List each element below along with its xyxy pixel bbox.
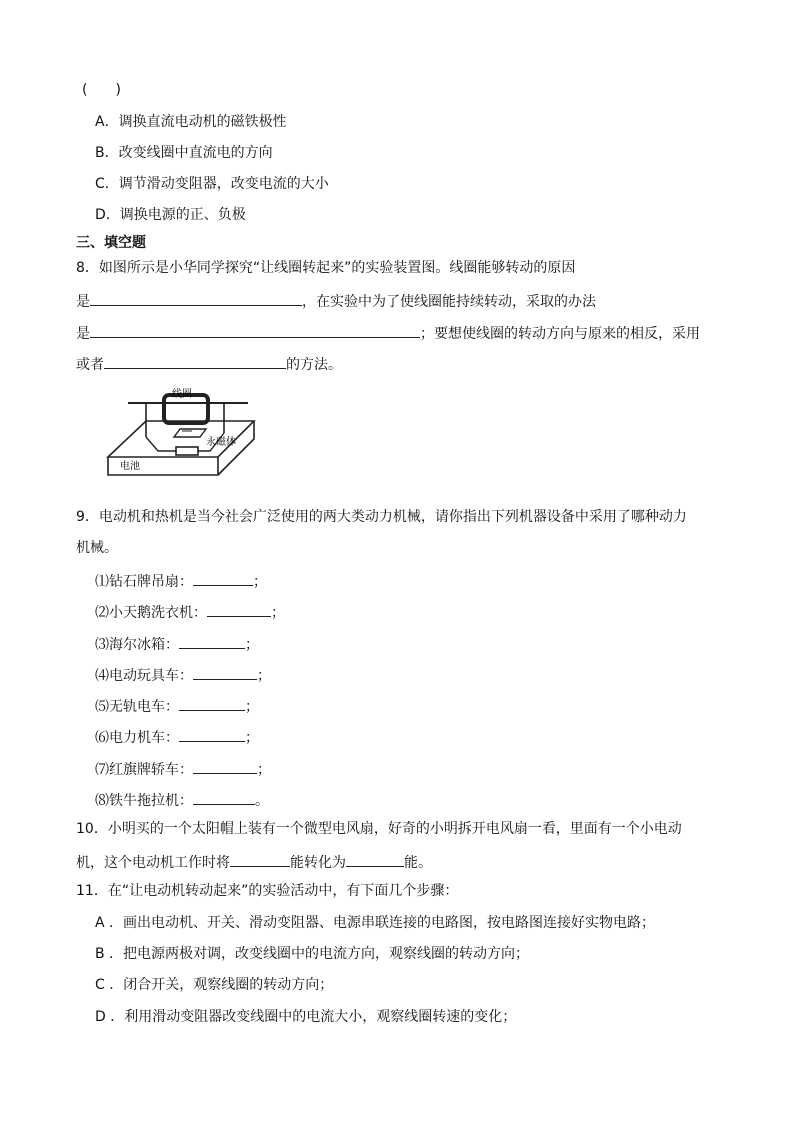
q10-blank-from[interactable] (230, 850, 290, 867)
q9-item-end: ； (245, 730, 259, 746)
q7-option-a: A．调换直流电动机的磁铁极性 (95, 114, 287, 130)
q9-item (95, 725, 259, 748)
q9-item-blank[interactable] (179, 725, 245, 742)
q9-item-end: ； (257, 668, 271, 684)
q9-item-label: ⑻铁牛拖拉机： (95, 793, 193, 809)
q9-item-blank[interactable] (193, 569, 253, 586)
q10-text2a: 机，这个电动机工作时将 (76, 855, 230, 871)
q9-item (95, 694, 259, 717)
q11-step-b: B ．把电源两极对调，改变线圈中的电流方向，观察线圈的转动方向； (95, 946, 530, 962)
q8-text2a: 是 (76, 294, 90, 310)
q9-item-blank[interactable] (207, 600, 271, 617)
q7-option-b: B．改变线圈中直流电的方向 (95, 145, 273, 161)
q9-item (95, 569, 267, 592)
q8-text2b: ，在实验中为了使线圈能持续转动，采取的办法 (302, 294, 596, 310)
label-magnet: 永磁体 (206, 437, 236, 448)
q10-blank-to[interactable] (346, 850, 404, 867)
q9-text-line2: 机械。 (76, 540, 118, 556)
q9-item-blank[interactable] (193, 788, 255, 805)
q8-blank-reason[interactable] (90, 289, 302, 306)
q9-item-end: ； (245, 699, 259, 715)
q8-text4a: 或者 (76, 357, 104, 373)
q9-text-line1: 9．电动机和热机是当今社会广泛使用的两大类动力机械，请你指出下列机器设备中采用了哪种动力 (76, 509, 687, 525)
q9-item-label: ⑺红旗牌轿车： (95, 762, 193, 778)
q11-text-line1: 11．在“让电动机转动起来”的实验活动中，有下面几个步骤： (76, 883, 459, 899)
q11-step-c: C ．闭合开关，观察线圈的转动方向； (95, 977, 334, 993)
q9-item (95, 632, 259, 655)
q8-blank-method[interactable] (90, 321, 420, 338)
q9-item-blank[interactable] (179, 694, 245, 711)
q9-item (95, 600, 285, 623)
q9-item-end: ； (257, 762, 271, 778)
q8-text3b: ；要想使线圈的转动方向与原来的相反，采用 (420, 326, 700, 342)
q8-apparatus-figure (98, 385, 258, 485)
q11-step-d: D ．利用滑动变阻器改变线圈中的电流大小，观察线圈转速的变化； (95, 1009, 517, 1025)
q9-item-end: 。 (255, 793, 269, 809)
q9-item-blank[interactable] (193, 663, 257, 680)
q8-blank-reverse[interactable] (104, 352, 286, 369)
q9-item-blank[interactable] (193, 757, 257, 774)
q8-text-line3 (76, 321, 700, 344)
label-battery: 电池 (120, 461, 140, 472)
q10-text-line2 (76, 850, 432, 873)
q9-item-label: ⑹电力机车： (95, 730, 179, 746)
section-heading: 三、填空题 (76, 235, 146, 251)
q9-item-label: ⑶海尔冰箱： (95, 637, 179, 653)
q9-item (95, 757, 271, 780)
q7-option-d: D．调换电源的正、负极 (95, 207, 246, 223)
q7-option-c: C．调节滑动变阻器，改变电流的大小 (95, 176, 329, 192)
q8-text-line4 (76, 352, 342, 375)
q9-item-label: ⑸无轨电车： (95, 699, 179, 715)
q11-step-a: A ．画出电动机、开关、滑动变阻器、电源串联连接的电路图，按电路图连接好实物电路； (95, 915, 656, 931)
q10-text2b: 能转化为 (290, 855, 346, 871)
q9-item-end: ； (245, 637, 259, 653)
apparatus-drawing (98, 385, 258, 485)
q8-text-line1: 8．如图所示是小华同学探究“让线圈转起来”的实验装置图。线圈能够转动的原因 (76, 260, 576, 276)
label-coil: 线圈 (172, 389, 192, 400)
q9-item-label: ⑵小天鹅洗衣机： (95, 605, 207, 621)
q9-item-label: ⑷电动玩具车： (95, 668, 193, 684)
q9-item-label: ⑴钻石牌吊扇： (95, 574, 193, 590)
q9-item-blank[interactable] (179, 632, 245, 649)
q9-item-end: ； (253, 574, 267, 590)
q10-text-line1: 10．小明买的一个太阳帽上装有一个微型电风扇，好奇的小明拆开电风扇一看，里面有一个小电动 (76, 821, 682, 837)
q7-paren: ( ) (82, 82, 121, 98)
q9-item-end: ； (271, 605, 285, 621)
q9-item (95, 788, 269, 811)
q8-text4b: 的方法。 (286, 357, 342, 373)
q10-text2c: 能。 (404, 855, 432, 871)
q8-text-line2 (76, 289, 596, 312)
q8-text3a: 是 (76, 326, 90, 342)
q9-item (95, 663, 271, 686)
